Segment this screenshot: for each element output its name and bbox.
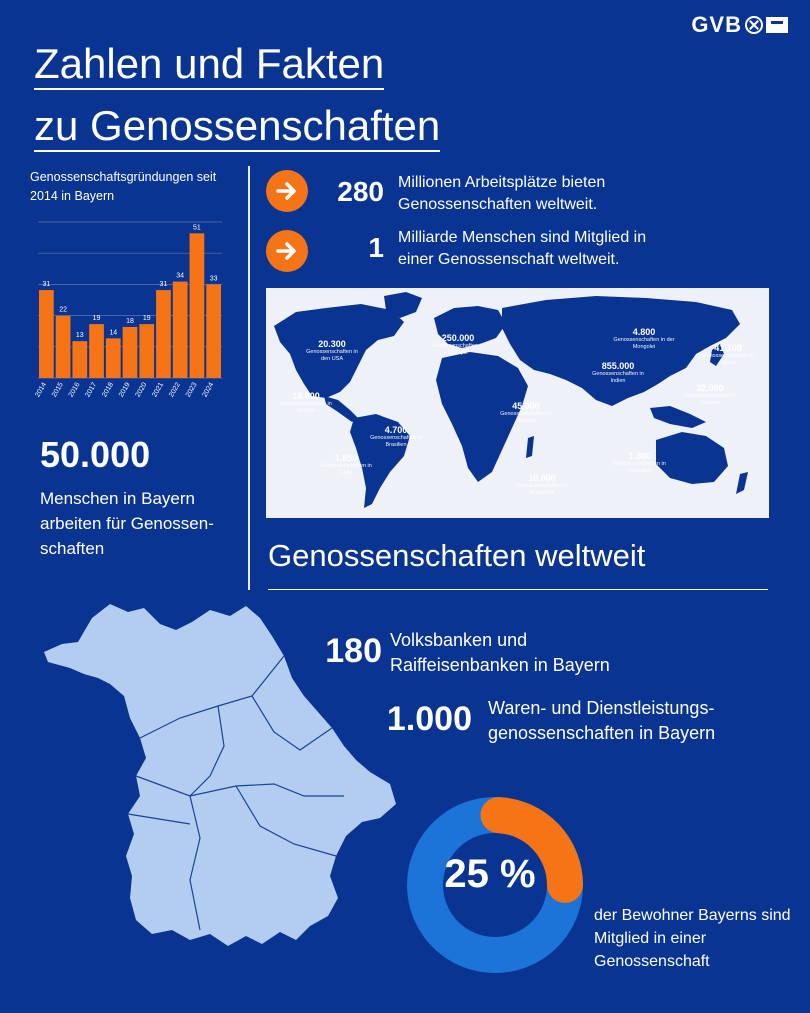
banks-text bbox=[390, 628, 690, 678]
members-value: 1 bbox=[368, 232, 384, 263]
membership-percentage: 25 % bbox=[444, 852, 536, 896]
membership-text: der Bewohner Bayerns sind Mitglied in einer Genossenschaft bbox=[594, 907, 791, 970]
bar-2014 bbox=[39, 290, 54, 378]
world-map bbox=[266, 288, 769, 518]
category-label: 2023 bbox=[184, 381, 199, 399]
cooperatives-text-line1: Waren- und Dienstleistungs- bbox=[488, 698, 715, 718]
map-label-vietnam: 32.000 Genossenschaften in Vietnam bbox=[684, 383, 736, 406]
map-label-japan: 41.100 Genossenschaften in Japan bbox=[702, 343, 754, 366]
bar-value-label: 19 bbox=[142, 315, 151, 323]
map-label-usa: 20.300 Genossenschaften in den USA bbox=[306, 339, 358, 362]
map-label-brazil: 4.700 Genossenschaften in Brasilien bbox=[370, 425, 422, 448]
bar-2017 bbox=[89, 324, 104, 378]
cooperatives-text bbox=[488, 696, 788, 746]
map-label-mozambique: 10.000 Genossenschaften in Mosambik bbox=[516, 473, 568, 496]
map-label-chile: 1.850 Genossenschaften in Chile bbox=[320, 453, 372, 476]
map-label-australia: 1.800 Genossenschaften in Australien bbox=[614, 451, 666, 474]
bar-value-label: 31 bbox=[159, 281, 168, 289]
bar-value-label: 34 bbox=[176, 272, 185, 280]
banks-text-line1: Volksbanken und bbox=[390, 630, 528, 650]
logo-x-icon bbox=[745, 16, 763, 34]
bar-value-label: 13 bbox=[75, 332, 84, 340]
jobs-value: 280 bbox=[337, 176, 384, 207]
map-label-uganda: 45.000 Genossenschaften in Uganda bbox=[500, 401, 552, 424]
bar-value-label: 31 bbox=[42, 281, 51, 289]
category-label: 2016 bbox=[67, 381, 82, 399]
cooperatives-value: 1.000 bbox=[386, 700, 472, 738]
banks-value: 180 bbox=[325, 632, 382, 670]
bar-2019 bbox=[123, 327, 138, 378]
gvb-logo bbox=[691, 12, 788, 38]
map-label-india: 855.000 Genossenschaften in Indien bbox=[592, 361, 644, 384]
bar-value-label: 14 bbox=[109, 329, 118, 337]
members-text: Milliarde Menschen sind Mitglied in einer Genossenschaft weltweit. bbox=[398, 229, 647, 268]
bar-2023 bbox=[190, 233, 205, 378]
world-section-underline bbox=[268, 589, 768, 590]
bar-value-label: 19 bbox=[92, 315, 101, 323]
category-label: 2021 bbox=[151, 381, 166, 399]
category-label: 2024 bbox=[201, 381, 216, 399]
bar-2021 bbox=[156, 290, 171, 378]
category-label: 2022 bbox=[168, 381, 182, 399]
bar-value-label: 51 bbox=[193, 224, 201, 232]
map-label-europe: 250.000 Genossenschaften in Europa bbox=[432, 333, 484, 356]
jobs-text: Millionen Arbeitsplätze bieten Genossenschaften weltweit. bbox=[398, 174, 606, 213]
bar-value-label: 22 bbox=[59, 306, 67, 314]
banks-text-line2: Raiffeisenbanken in Bayern bbox=[390, 655, 610, 675]
bar-2020 bbox=[139, 324, 154, 378]
bar-value-label: 18 bbox=[126, 317, 134, 325]
workers-value: 50.000 bbox=[40, 434, 151, 475]
new-zealand-shape bbox=[736, 472, 748, 494]
workers-text: Menschen in Bayern arbeiten für Genossen-schaften bbox=[40, 489, 214, 558]
cooperatives-text-line2: genossenschaften in Bayern bbox=[488, 723, 716, 743]
chart-title: Genossenschaftsgründungen seit 2014 in Bayern bbox=[30, 170, 217, 203]
logo-text: GVB bbox=[691, 12, 742, 37]
bar-2016 bbox=[72, 341, 87, 378]
southeast-asia-shape bbox=[650, 406, 706, 428]
category-label: 2018 bbox=[101, 381, 116, 399]
madagascar-shape bbox=[526, 436, 534, 458]
bar-2018 bbox=[106, 338, 121, 378]
category-label: 2017 bbox=[84, 381, 99, 399]
map-label-mongolia: 4.800 Genossenschaften in der Mongolei bbox=[613, 327, 675, 350]
bar-2015 bbox=[56, 316, 71, 378]
bar-2022 bbox=[173, 282, 188, 378]
logo-vr-icon bbox=[766, 17, 788, 33]
category-label: 2019 bbox=[117, 381, 132, 399]
map-label-mexico: 18.000 Genossenschaften in Mexiko bbox=[280, 391, 332, 414]
bar-chart bbox=[30, 216, 230, 406]
category-label: 2015 bbox=[50, 381, 65, 399]
world-section-title: Genossenschaften weltweit bbox=[268, 538, 646, 573]
bar-value-label: 33 bbox=[209, 275, 218, 283]
category-label: 2020 bbox=[134, 381, 149, 399]
title-line-2: zu Genossenschaften bbox=[34, 102, 440, 152]
bar-2024 bbox=[206, 284, 221, 378]
category-label: 2014 bbox=[34, 381, 49, 399]
page-title bbox=[34, 36, 440, 160]
title-line-1: Zahlen und Fakten bbox=[34, 40, 384, 90]
